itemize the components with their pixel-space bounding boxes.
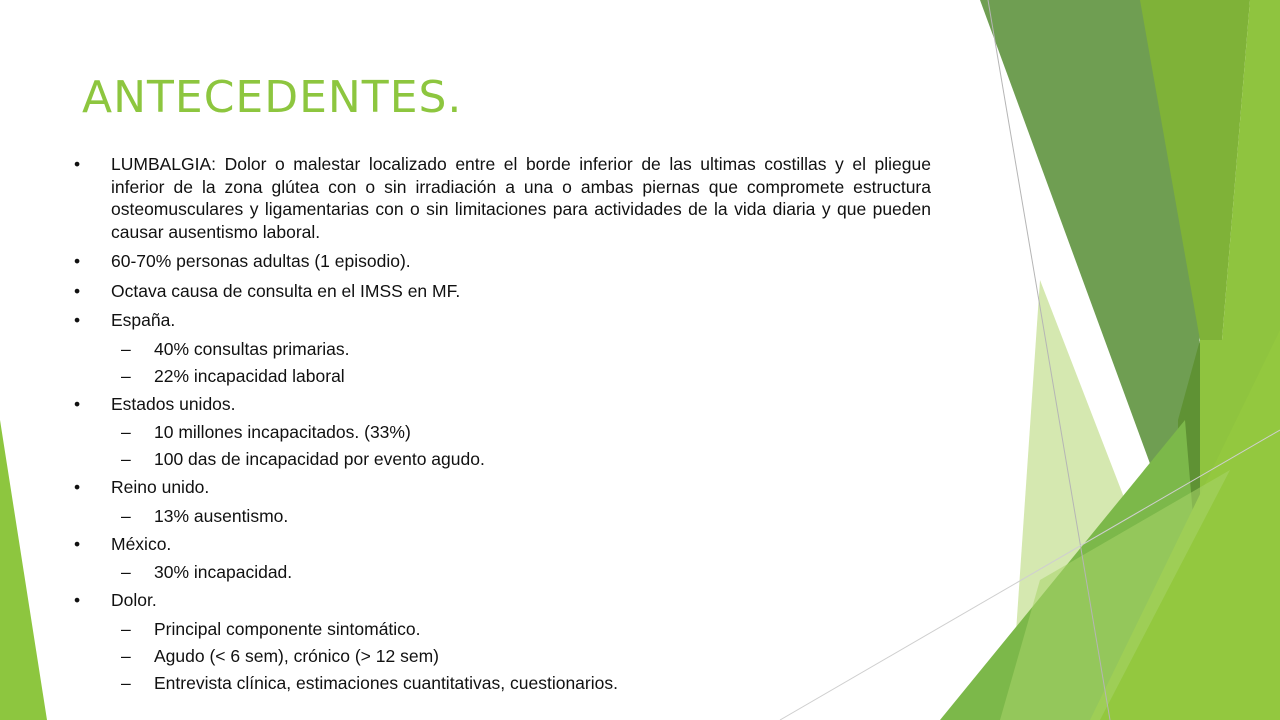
dash-marker: –: [121, 422, 131, 442]
bullet-text: 30% incapacidad.: [154, 562, 293, 582]
dash-marker: –: [121, 449, 131, 469]
bullet-text: 13% ausentismo.: [154, 505, 289, 526]
bullet-text: Estados unidos.: [111, 393, 236, 414]
bullet-text: México.: [111, 533, 172, 554]
bullet-text: 22% incapacidad laboral: [154, 365, 345, 386]
bullet-item: [0, 476, 950, 499]
sub-bullet-item: [0, 646, 950, 666]
bullet-text: 40% consultas primarias.: [154, 338, 350, 359]
sub-bullet-item: [0, 449, 950, 469]
bullet-item: [0, 533, 950, 556]
bullet-item: [0, 250, 950, 273]
bullet-text: 60-70% personas adultas (1 episodio).: [111, 251, 411, 271]
sub-bullet-item: [0, 422, 950, 442]
bullet-marker: •: [74, 154, 81, 174]
sub-bullet-item: [0, 506, 950, 526]
dash-marker: –: [121, 562, 131, 582]
bullet-marker: •: [74, 393, 81, 414]
dash-marker: –: [121, 618, 131, 639]
bullet-text: España.: [111, 310, 176, 330]
dash-marker: –: [121, 338, 131, 359]
slide-title: ANTECEDENTES.: [82, 72, 463, 123]
bullet-text: Principal componente sintomático.: [154, 618, 421, 639]
dash-marker: –: [121, 645, 131, 666]
sub-bullet-item: [0, 339, 950, 359]
bullet-text: Reino unido.: [111, 477, 210, 497]
bullet-item: [0, 153, 950, 243]
bullet-text: 100 das de incapacidad por evento agudo.: [154, 449, 485, 469]
bullet-text: LUMBALGIA: Dolor o malestar localizado entre el borde inferior de las ultimas costillas y el pliegue inferior de la zona glútea con o sin irradiación a una o ambas piernas que compromete estructura osteomusculares y ligamentarias con o sin limitaciones para actividades de la vida diaria y que pueden causar ausentismo laboral.: [111, 154, 931, 242]
bullet-marker: •: [74, 251, 81, 271]
bullet-text: Octava causa de consulta en el IMSS en MF.: [111, 280, 461, 301]
dash-marker: –: [121, 365, 131, 386]
bullet-item: [0, 309, 950, 332]
bullet-marker: •: [74, 280, 81, 301]
sub-bullet-item: [0, 619, 950, 639]
bullet-text: 10 millones incapacitados. (33%): [154, 422, 411, 442]
bullet-item: [0, 589, 950, 612]
dash-marker: –: [121, 505, 131, 526]
bullet-text: Entrevista clínica, estimaciones cuantitativas, cuestionarios.: [154, 672, 618, 693]
bullet-item: [0, 280, 950, 303]
bullet-text: Agudo (< 6 sem), crónico (> 12 sem): [154, 645, 439, 666]
bullet-marker: •: [74, 590, 81, 610]
bullet-marker: •: [74, 533, 81, 554]
bullet-marker: •: [74, 310, 81, 330]
bullet-item: [0, 393, 950, 416]
dash-marker: –: [121, 672, 131, 693]
sub-bullet-item: [0, 673, 950, 693]
bullet-list: [0, 153, 950, 700]
sub-bullet-item: [0, 366, 950, 386]
sub-bullet-item: [0, 562, 950, 582]
bullet-text: Dolor.: [111, 590, 157, 610]
bullet-marker: •: [74, 477, 81, 497]
